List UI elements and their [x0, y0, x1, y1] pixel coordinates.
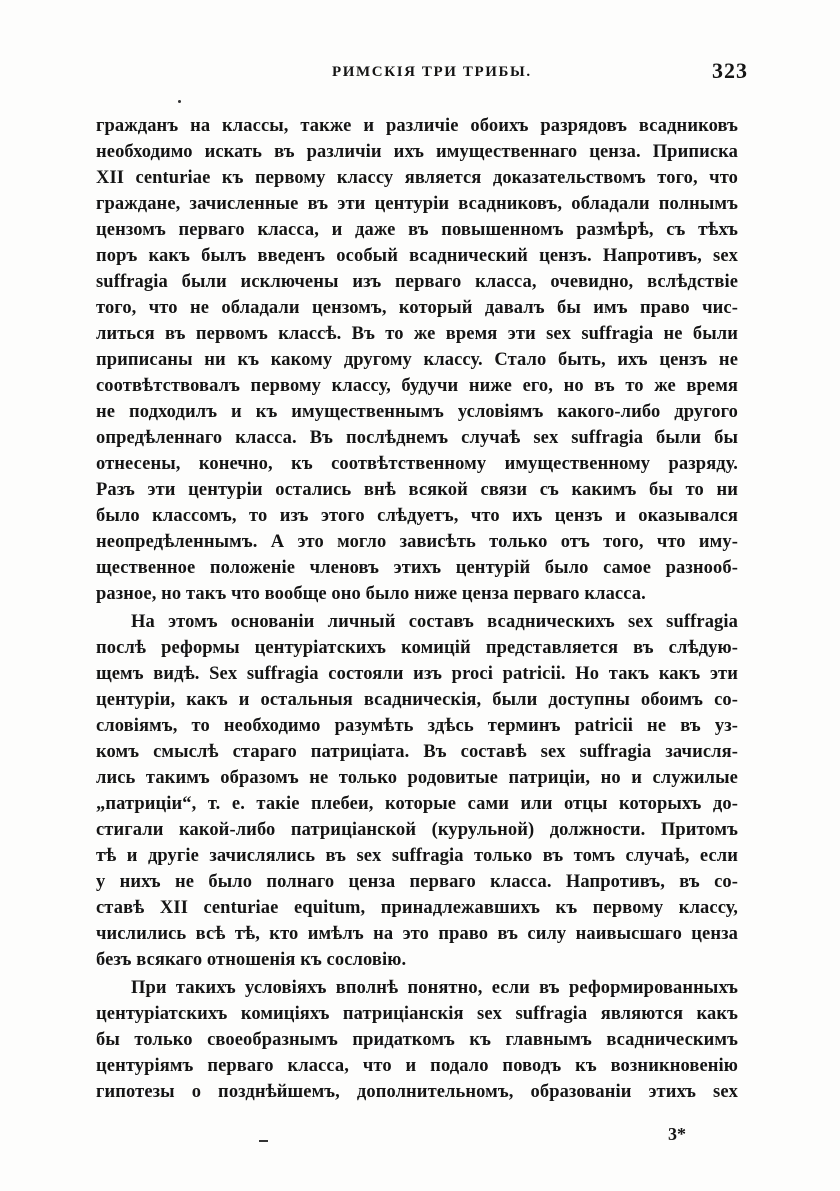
text-line: ставѣ XII centuriae equitum, принадлежавшихъ къ первому классу,	[96, 898, 738, 918]
page-number: 323	[712, 58, 748, 83]
running-title: РИМСКІЯ ТРИ ТРИБЫ.	[332, 64, 532, 80]
text-line: Разъ эти центуріи остались внѣ всякой связи съ какимъ бы то ни	[96, 480, 738, 500]
text-line: не подходилъ и къ имущественнымъ условіямъ какого-либо другого	[96, 402, 738, 422]
text-line: безъ всякаго отношенія къ сословію.	[96, 950, 407, 970]
text-line: неопредѣленнымъ. А это могло зависѣть только отъ того, что иму-	[96, 532, 738, 552]
text-line: соотвѣтствовалъ первому классу, будучи ниже его, но въ то же время	[96, 376, 738, 396]
text-line: отнесены, конечно, къ соотвѣтственному имущественному разряду.	[96, 454, 738, 474]
text-line: лись такимъ образомъ не только родовитые патриціи, но и служилые	[96, 768, 738, 788]
text-line: щественное положеніе членовъ этихъ центурій было самое разнооб-	[96, 558, 738, 578]
text-line: гипотезы о позднѣйшемъ, дополнительномъ, образованіи этихъ sex	[96, 1082, 738, 1102]
text-line: „патриціи“, т. е. такіе плебеи, которые сами или отцы которыхъ до-	[96, 794, 738, 814]
text-line: послѣ реформы центуріатскихъ комицій представляется въ слѣдую-	[96, 638, 738, 658]
signature-mark: 3*	[668, 1124, 686, 1144]
text-line: цензомъ перваго класса, и даже въ повышенномъ размѣрѣ, съ тѣхъ	[96, 220, 738, 240]
text-line: словіямъ, то необходимо разумѣть здѣсь терминъ patricii не въ уз-	[96, 716, 738, 736]
text-line: XII centuriae къ первому классу является доказательствомъ того, что	[96, 168, 738, 188]
text-line: разное, но такъ что вообще оно было ниже ценза перваго класса.	[96, 584, 646, 604]
text-line: поръ какъ былъ введенъ особый всаднический цензъ. Напротивъ, sex	[96, 246, 738, 266]
text-line: бы только своеобразнымъ придаткомъ къ главнымъ всадническимъ	[96, 1030, 738, 1050]
text-line: гражданъ на классы, также и различіе обоихъ разрядовъ всадниковъ	[96, 116, 738, 136]
text-line: центуріямъ перваго класса, что и подало поводъ къ возникновенію	[96, 1056, 738, 1076]
text-line: центуріатскихъ комиціяхъ патриціанскія sex suffragia являются какъ	[96, 1004, 738, 1024]
print-mark	[259, 1140, 268, 1142]
text-line: граждане, зачисленные въ эти центуріи всадниковъ, обладали полнымъ	[96, 194, 738, 214]
text-line: щемъ видѣ. Sex suffragia состояли изъ proci patricii. Но такъ какъ эти	[96, 664, 738, 684]
text-line: необходимо искать въ различіи ихъ имущественнаго ценза. Приписка	[96, 142, 738, 162]
running-head	[0, 58, 840, 88]
text-line: suffragia были исключены изъ перваго класса, очевидно, вслѣдствіе	[96, 272, 738, 292]
text-line: стигали какой-либо патриціанской (курульной) должности. Притомъ	[96, 820, 738, 840]
text-line: центуріи, какъ и остальныя всадническія, были доступны обоимъ со-	[96, 690, 738, 710]
text-line: литься въ первомъ классѣ. Въ то же время эти sex suffragia не были	[96, 324, 738, 344]
text-line: тѣ и другіе зачислялись въ sex suffragia только въ томъ случаѣ, если	[96, 846, 738, 866]
print-speck	[178, 100, 181, 103]
text-line: приписаны ни къ какому другому классу. Стало быть, ихъ цензъ не	[96, 350, 738, 370]
text-line: При такихъ условіяхъ вполнѣ понятно, если въ реформированныхъ	[131, 978, 738, 998]
text-line: На этомъ основаніи личный составъ всадническихъ sex suffragia	[131, 612, 738, 632]
text-line: было классомъ, то изъ этого слѣдуетъ, что ихъ цензъ и оказывался	[96, 506, 738, 526]
text-line: комъ смыслѣ стараго патриціата. Въ составѣ sex suffragia зачисля-	[96, 742, 738, 762]
text-line: опредѣленнаго класса. Въ послѣднемъ случаѣ sex suffragia были бы	[96, 428, 738, 448]
text-line: того, что не обладали цензомъ, который давалъ бы имъ право чис-	[96, 298, 738, 318]
text-line: у нихъ не было полнаго ценза перваго класса. Напротивъ, въ со-	[96, 872, 738, 892]
text-line: числились всѣ тѣ, кто имѣлъ на это право въ силу наивысшаго ценза	[96, 924, 738, 944]
